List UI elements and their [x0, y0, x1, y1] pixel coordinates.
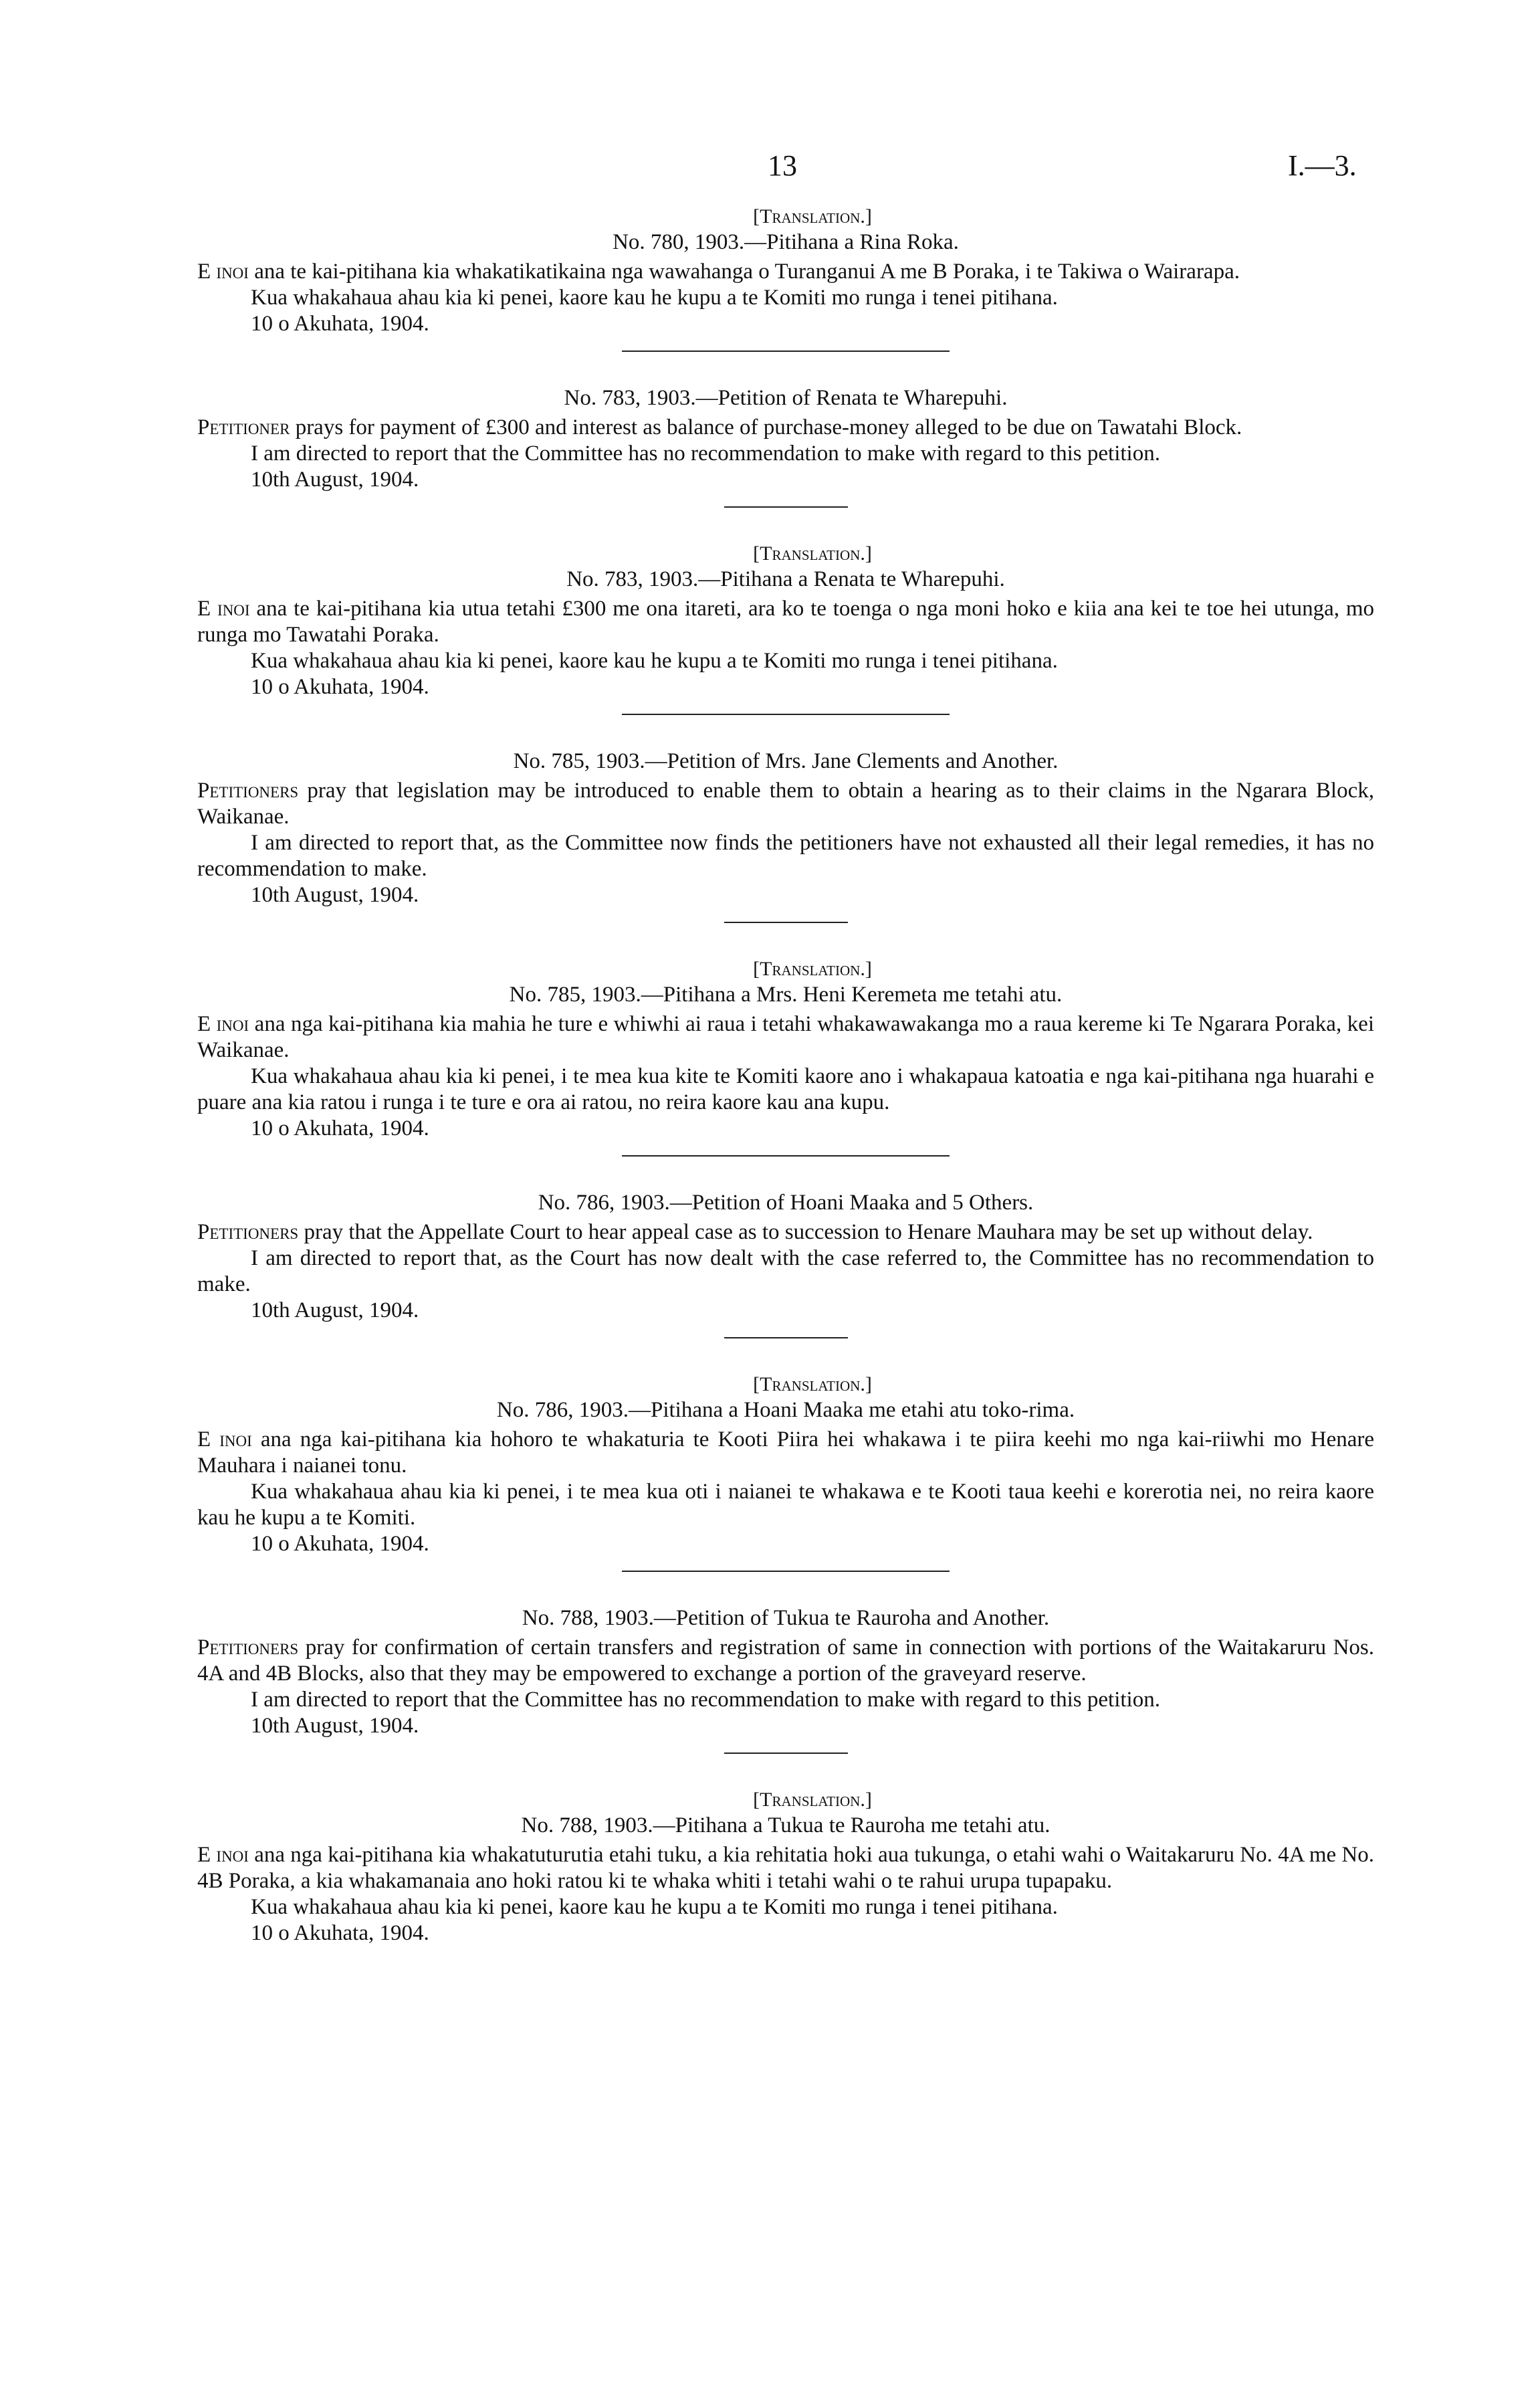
- petition-body: [197, 415, 1374, 441]
- petition-entry: [197, 748, 1374, 908]
- translation-label: [Translation.]: [753, 205, 872, 227]
- lead-word: E inoi: [197, 260, 249, 284]
- section-divider: [622, 714, 950, 715]
- entry-title: No. 788, 1903.—Pitihana a Tukua te Rauroha me tetahi atu.: [521, 1813, 1051, 1837]
- petition-text: ana nga kai-pitihana kia hohoro te whakaturia te Kooti Piira hei whakawa i te piira keehi mo nga kai-riiwhi mo Henare Mauhara i naianei tonu.: [197, 1427, 1374, 1478]
- lead-word: Petitioners: [197, 1635, 299, 1660]
- report-date: 10 o Akuhata, 1904.: [251, 1116, 429, 1140]
- committee-report: Kua whakahaua ahau kia ki penei, i te mea kua kite te Komiti kaore ano i whakapaua katoatia e nga kai-pitihana nga huarahi e puare ana kia ratou i runga i te ture e ora ai ratou, no reira kaore kau ana kupu.: [197, 1064, 1374, 1114]
- entry-title: No. 786, 1903.—Petition of Hoani Maaka and 5 Others.: [538, 1191, 1034, 1215]
- petition-entry: [197, 1605, 1374, 1739]
- report-date: 10 o Akuhata, 1904.: [251, 312, 429, 336]
- committee-report: I am directed to report that, as the Court has now dealt with the case referred to, the Committee has no recommendation to make.: [197, 1246, 1374, 1296]
- petition-body: [197, 259, 1374, 285]
- petition-text: pray that legislation may be introduced to enable them to obtain a hearing as to their claims in the Ngarara Block, Waikanae.: [197, 779, 1375, 829]
- report-date: 10th August, 1904.: [251, 468, 419, 492]
- lead-word: Petitioners: [197, 779, 299, 803]
- translation-divider: [724, 506, 848, 508]
- petition-entry: [197, 385, 1374, 493]
- petition-text: ana nga kai-pitihana kia mahia he ture e whiwhi ai raua i tetahi whakawawakanga mo a raua kereme ki Te Ngarara Poraka, kei Waikanae.: [197, 1012, 1374, 1062]
- petition-entry: [197, 541, 1374, 700]
- petition-body: [197, 1219, 1374, 1245]
- committee-report: I am directed to report that the Committee has no recommendation to make with regard to this petition.: [251, 1688, 1160, 1712]
- lead-word: Petitioner: [197, 415, 290, 439]
- translation-divider: [724, 1337, 848, 1338]
- section-divider: [622, 1571, 950, 1572]
- translation-divider: [724, 922, 848, 923]
- petition-entry: [197, 957, 1374, 1142]
- committee-report: Kua whakahaua ahau kia ki penei, kaore kau he kupu a te Komiti mo runga i tenei pitihana.: [251, 1895, 1058, 1919]
- lead-word: E inoi: [197, 1012, 249, 1036]
- translation-label: [Translation.]: [753, 1373, 872, 1395]
- report-date: 10 o Akuhata, 1904.: [251, 1921, 429, 1945]
- report-date: 10th August, 1904.: [251, 1298, 419, 1322]
- petition-entry: [197, 204, 1374, 337]
- translation-divider: [724, 1753, 848, 1754]
- translation-label: [Translation.]: [753, 958, 872, 980]
- section-divider: [622, 351, 950, 352]
- committee-report: Kua whakahaua ahau kia ki penei, kaore kau he kupu a te Komiti mo runga i tenei pitihana.: [251, 286, 1058, 310]
- lead-word: E inoi: [197, 597, 250, 621]
- petition-body: [197, 1635, 1374, 1687]
- translation-label: [Translation.]: [753, 1789, 872, 1811]
- lead-word: Petitioners: [197, 1220, 299, 1244]
- petition-body: [197, 596, 1374, 648]
- petition-text: pray that the Appellate Court to hear appeal case as to succession to Henare Mauhara may be set up without delay.: [304, 1220, 1313, 1244]
- page-number: 13: [768, 149, 797, 182]
- report-date: 10 o Akuhata, 1904.: [251, 1532, 429, 1556]
- committee-report: Kua whakahaua ahau kia ki penei, kaore kau he kupu a te Komiti mo runga i tenei pitihana.: [251, 649, 1058, 673]
- petition-entry: [197, 1787, 1374, 1946]
- entry-title: No. 785, 1903.—Petition of Mrs. Jane Clements and Another.: [513, 749, 1059, 773]
- petition-body: [197, 778, 1374, 830]
- entry-title: No. 785, 1903.—Pitihana a Mrs. Heni Keremeta me tetahi atu.: [509, 983, 1063, 1007]
- entry-title: No. 783, 1903.—Pitihana a Renata te Wharepuhi.: [566, 567, 1005, 591]
- report-date: 10th August, 1904.: [251, 883, 419, 907]
- entry-title: No. 786, 1903.—Pitihana a Hoani Maaka me etahi atu toko-rima.: [496, 1398, 1075, 1422]
- lead-word: E inoi: [197, 1843, 249, 1867]
- petition-text: ana nga kai-pitihana kia whakatuturutia etahi tuku, a kia rehitatia hoki aua tukunga, o etahi wahi o Waitakaruru No. 4A me No. 4B Poraka, a kia whakamanaia ano hoki ratou ki te whaka whiti i tetahi wahi o te rahui urupa tupapaku.: [197, 1843, 1375, 1893]
- petition-entry: [197, 1190, 1374, 1324]
- petition-text: prays for payment of £300 and interest as balance of purchase-money alleged to be due on Tawatahi Block.: [295, 415, 1242, 439]
- committee-report: I am directed to report that the Committee has no recommendation to make with regard to this petition.: [251, 441, 1160, 466]
- petition-body: [197, 1427, 1374, 1479]
- entry-title: No. 780, 1903.—Pitihana a Rina Roka.: [613, 230, 959, 254]
- report-date: 10 o Akuhata, 1904.: [251, 675, 429, 699]
- petition-body: [197, 1842, 1374, 1894]
- translation-label: [Translation.]: [753, 542, 872, 565]
- entry-title: No. 783, 1903.—Petition of Renata te Wharepuhi.: [564, 386, 1008, 410]
- committee-report: I am directed to report that, as the Committee now finds the petitioners have not exhausted all their legal remedies, it has no recommendation to make.: [197, 831, 1374, 881]
- committee-report: Kua whakahaua ahau kia ki penei, i te mea kua oti i naianei te whakawa e te Kooti taua keehi e korerotia nei, no reira kaore kau he kupu a te Komiti.: [197, 1480, 1374, 1530]
- petition-text: ana te kai-pitihana kia utua tetahi £300 me ona itareti, ara ko te toenga o nga moni hoko e kiia ana kei te toe hei utunga, mo runga mo Tawatahi Poraka.: [197, 597, 1375, 647]
- petition-text: ana te kai-pitihana kia whakatikatikaina nga wawahanga o Turanganui A me B Poraka, i te Takiwa o Wairarapa.: [254, 260, 1240, 284]
- document-reference: I.—3.: [1288, 149, 1357, 182]
- page-body: [197, 204, 1374, 1946]
- petition-body: [197, 1011, 1374, 1064]
- entry-title: No. 788, 1903.—Petition of Tukua te Rauroha and Another.: [522, 1606, 1050, 1630]
- petition-text: pray for confirmation of certain transfers and registration of same in connection with portions of the Waitakaruru Nos. 4A and 4B Blocks, also that they may be empowered to exchange a portion of the graveyard reserve.: [197, 1635, 1374, 1686]
- section-divider: [622, 1155, 950, 1157]
- petition-entry: [197, 1372, 1374, 1557]
- lead-word: E inoi: [197, 1427, 252, 1452]
- report-date: 10th August, 1904.: [251, 1714, 419, 1738]
